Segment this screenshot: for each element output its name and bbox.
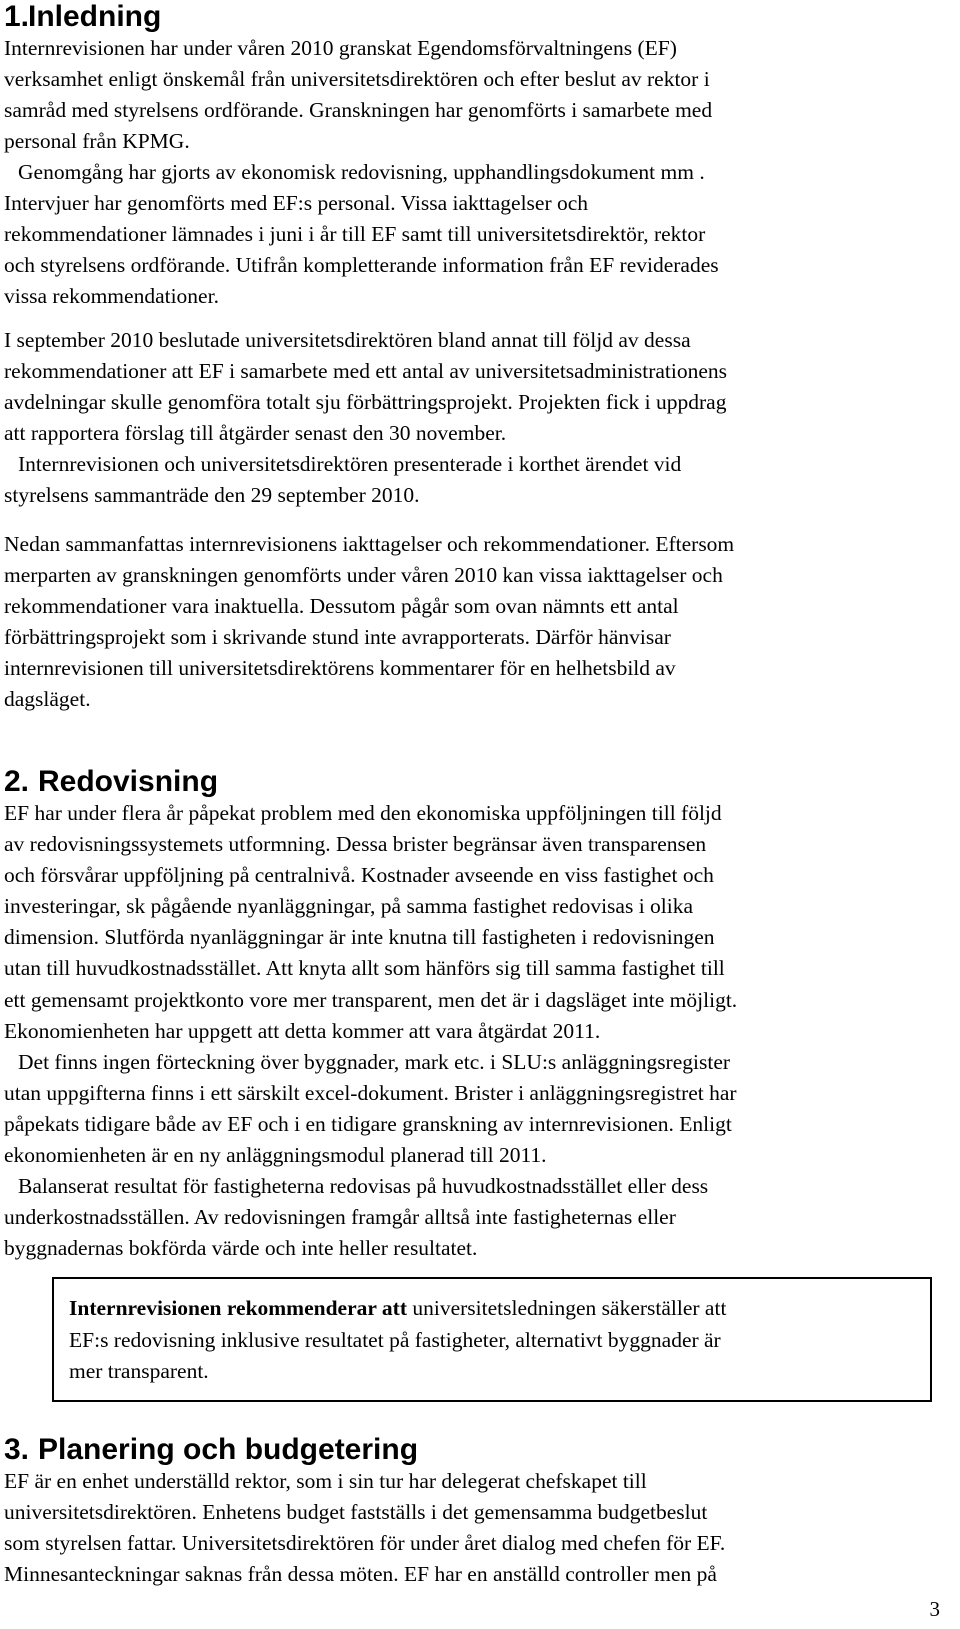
paragraph: Internrevisionen och universitetsdirektören presenterade i korthet ärendet vid styrelsens sammanträde den 29 september 2010.: [4, 452, 682, 508]
recommendation-body: universitetsledningen säkerställer att EF:s redovisning inklusive resultatet på fastigheter, alternativt byggnader är mer transparent.: [69, 1296, 727, 1383]
section-number: 1.: [4, 0, 30, 33]
paragraph: I september 2010 beslutade universitetsdirektören bland annat till följd av dessa rekommendationer att EF i samarbete med ett antal av universitetsadministrationens avdelningar skulle genomföra totalt sju förbättringsprojekt. Projekten fick i uppdrag att rapportera förslag till åtgärder senast den 30 november.: [4, 328, 728, 446]
paragraph: Nedan sammanfattas internrevisionens iakttagelser och rekommendationer. Eftersom merparten av granskningen genomförts under våren 2010 kan vissa iakttagelser och rekommendationer vara inaktuella. Dessutom pågår som ovan nämnts ett antal förbättringsprojekt som i skrivande stund inte avrapporterats. Därför hänvisar internrevisionen till universitetsdirektörens kommentarer för en helhetsbild av dagsläget.: [4, 532, 735, 712]
section-heading-inledning: [4, 2, 161, 32]
section-title: Inledning: [28, 0, 162, 33]
section-number: 3.: [4, 1433, 30, 1466]
recommendation-lead: Internrevisionen rekommenderar att: [69, 1296, 407, 1320]
paragraph: Balanserat resultat för fastigheterna redovisas på huvudkostnadsstället eller dess underkostnadsställen. Av redovisningen framgår alltså inte fastigheternas eller byggnadernas bokförda värde och inte heller resultatet.: [4, 1174, 709, 1261]
recommendation-text: [69, 1293, 915, 1388]
paragraph: Det finns ingen förteckning över byggnader, mark etc. i SLU:s anläggningsregister utan uppgifterna finns i ett särskilt excel-dokument. Brister i anläggningsregistret har påpekats tidigare både av EF och i en tidigare granskning av internrevisionen. Enligt ekonomienheten är en ny anläggningsmodul planerad till 2011.: [4, 1050, 737, 1168]
recommendation-box: [52, 1277, 932, 1402]
paragraph: Internrevisionen har under våren 2010 granskat Egendomsförvaltningens (EF) verksamhet enligt önskemål från universitetsdirektören och efter beslut av rektor i samråd med styrelsens ordförande. Granskningen har genomförts i samarbete med personal från KPMG.: [4, 36, 713, 154]
page-number: 3: [929, 1597, 940, 1621]
paragraph: EF har under flera år påpekat problem med den ekonomiska uppföljningen till följd av redovisningssystemets utformning. Dessa brister begränsar även transparensen och försvårar uppföljning på centralnivå. Kostnader avseende en viss fastighet och investeringar, sk pågående nyanläggningar, på samma fastighet redovisas i olika dimension. Slutförda nyanläggningar är inte knutna till fastigheten i redovisningen utan till huvudkostnadsstället. Att knyta allt som hänförs sig till samma fastighet till ett gemensamt projektkonto vore mer transparent, men det är i dagsläget inte möjligt. Ekonomienheten har uppgett att detta kommer att vara åtgärdat 2011.: [4, 801, 738, 1043]
section-heading-planering: [4, 1435, 418, 1465]
section-number: 2.: [4, 765, 30, 798]
paragraph: Genomgång har gjorts av ekonomisk redovisning, upphandlingsdokument mm . Intervjuer har genomförts med EF:s personal. Vissa iakttagelser och rekommendationer lämnades i juni i år till EF samt till universitetsdirektör, rektor och styrelsens ordförande. Utifrån kompletterande information från EF reviderades vissa rekommendationer.: [4, 160, 719, 309]
section-title: Redovisning: [38, 765, 219, 798]
paragraph: EF är en enhet underställd rektor, som i sin tur har delegerat chefskapet till universitetsdirektören. Enhetens budget fastställs i det gemensamma budgetbeslut som styrelsen fattar. Universitetsdirektören för under året dialog med chefen för EF. Minnesanteckningar saknas från dessa möten. EF har en anställd controller men på: [4, 1469, 726, 1587]
section-heading-redovisning: [4, 767, 218, 797]
section-title: Planering och budgetering: [38, 1433, 419, 1466]
